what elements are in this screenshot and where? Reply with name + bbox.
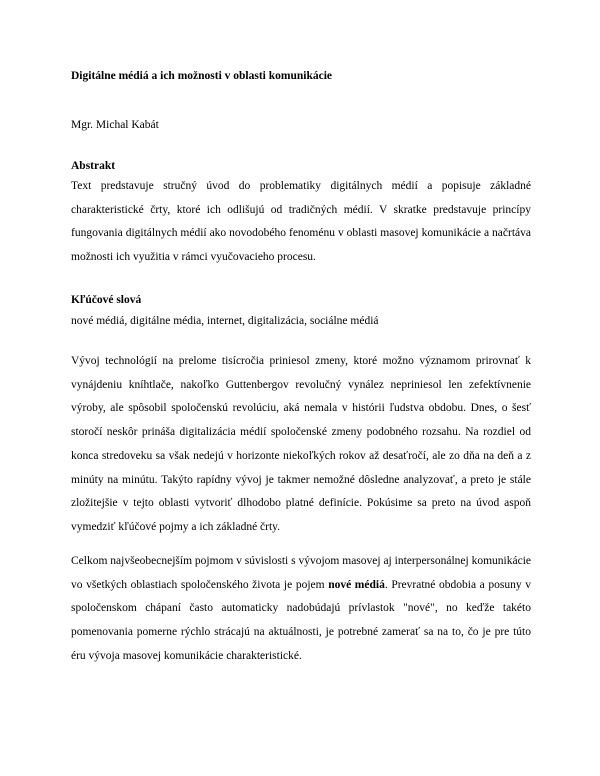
keywords-heading: Kľúčové slová bbox=[71, 294, 142, 306]
keywords-text: nové médiá, digitálne média, internet, digitalizácia, sociálne médiá bbox=[71, 315, 379, 327]
paragraph-2-start: Celkom najvšeobecnejším pojmom v súvislosti s vývojom masovej aj interpersonálnej komunikácie vo všetkých oblastiach spoločenského života je pojem bbox=[71, 555, 531, 591]
term-nove-media: nové médiá bbox=[328, 578, 385, 591]
body-paragraph-1: Vývoj technológií na prelome tisícročia priniesol zmeny, ktoré možno významom prirovnať k vynájdeniu kníhtlače, nakoľko Guttenbergov revolučný vynález nepriniesol len zefektívnenie výroby, ale spôsobil spoločenskú revolúciu, aká nemala v histórii ľudstva obdobu. Dnes, o šesť storočí neskôr prináša digitalizácia médií spoločenské zmeny podobného rozsahu. Na rozdiel od konca stredoveku sa však nedejú v horizonte niekoľkých rokov až desaťročí, ale zo dňa na deň a z minúty na minútu. Takýto rapídny vývoj je takmer nemožné dôsledne analyzovať, a preto je stále zložitejšie v tejto oblasti vytvoriť dlhodobo platné definície. Pokúsime sa preto na úvod aspoň vymedziť kľúčové pojmy a ich základné črty. bbox=[71, 355, 531, 533]
paper-title: Digitálne médiá a ich možnosti v oblasti komunikácie bbox=[71, 70, 332, 82]
abstract-text: Text predstavuje stručný úvod do problematiky digitálnych médií a popisuje základné charakteristické črty, ktoré ich odlišujú od tradičných médií. V skratke predstavuje princípy fungovania digitálnych médií ako novodobého fenoménu v oblasti masovej komunikácie a načrtáva možnosti ich využitia v rámci vyučovacieho procesu. bbox=[71, 180, 531, 264]
abstract-heading: Abstrakt bbox=[71, 160, 116, 172]
body-paragraph-2 bbox=[71, 550, 531, 669]
author-name: Mgr. Michal Kabát bbox=[71, 119, 159, 131]
paragraph-2-end: . Prevratné obdobia a posuny v spoločenskom chápaní často automaticky nadobúdajú prívlastok "nové", no keďže takéto pomenovania pomerne rýchlo strácajú na aktuálnosti, je potrebné zamerať sa na to, čo je pre túto éru vývoja masovej komunikácie charakteristické. bbox=[71, 578, 531, 662]
